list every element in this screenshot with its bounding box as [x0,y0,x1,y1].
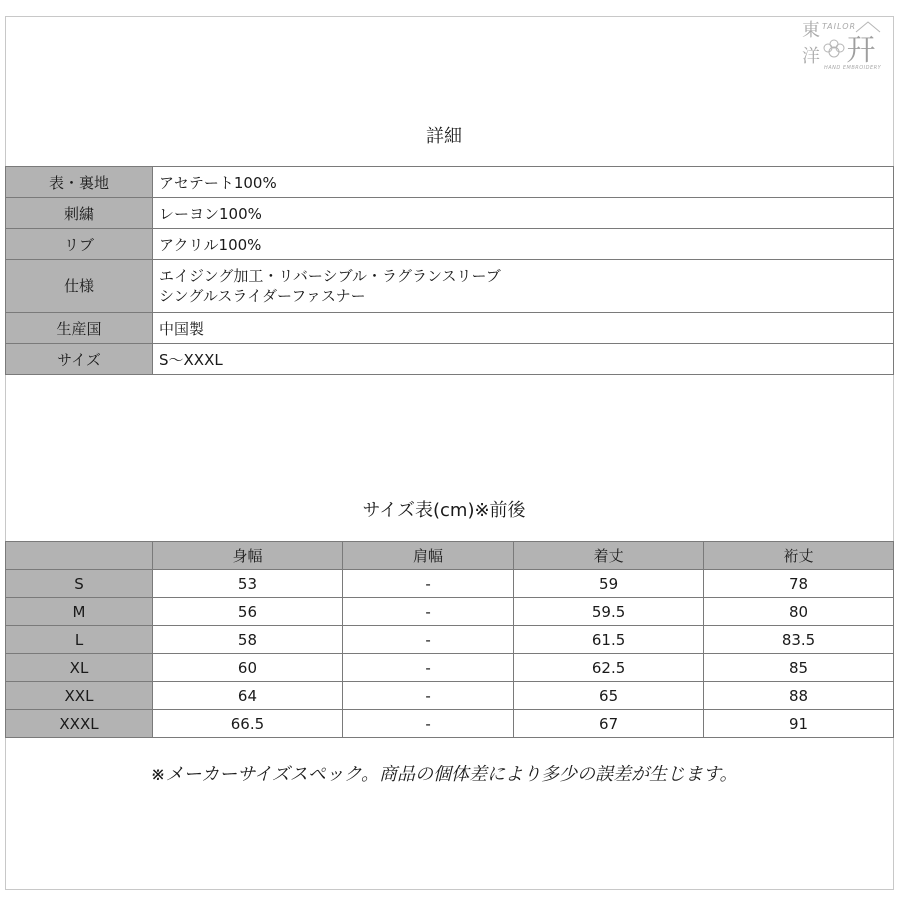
table-cell: 88 [704,682,894,710]
size-table [5,541,894,738]
details-row [6,198,894,229]
table-cell: 56 [153,598,343,626]
table-row [6,682,894,710]
details-title: 詳細 [426,126,462,147]
details-value: レーヨン100% [153,198,894,229]
details-table [5,166,894,375]
details-value: 中国製 [153,313,894,344]
table-cell: 91 [704,710,894,738]
size-table-header-row [6,542,894,570]
table-cell: 65 [514,682,704,710]
table-cell: - [342,682,513,710]
table-cell: 58 [153,626,343,654]
logo-text-bottom: HAND EMBROIDERY [824,65,882,71]
size-row-label: XXXL [6,710,153,738]
table-cell: 85 [704,654,894,682]
table-cell: 53 [153,570,343,598]
table-row [6,710,894,738]
size-row-label: M [6,598,153,626]
table-row [6,570,894,598]
size-header-yukitake: 裄丈 [704,542,894,570]
size-row-label: XL [6,654,153,682]
size-row-label: S [6,570,153,598]
details-label: 生産国 [6,313,153,344]
details-value: アセテート100% [153,167,894,198]
size-row-label: XXL [6,682,153,710]
logo-mark: 幵 [846,33,876,68]
table-cell: 67 [514,710,704,738]
table-row [6,598,894,626]
size-row-label: L [6,626,153,654]
details-value: アクリル100% [153,229,894,260]
details-value-line-2: シングルスライダーファスナー [159,287,366,305]
details-label: リブ [6,229,153,260]
details-label: サイズ [6,344,153,375]
table-cell: 78 [704,570,894,598]
details-row [6,313,894,344]
table-cell: 64 [153,682,343,710]
table-cell: - [342,598,513,626]
details-row [6,167,894,198]
table-cell: 83.5 [704,626,894,654]
details-row [6,344,894,375]
logo-kanji-top: 東 [802,20,820,41]
logo-text-top: TAILOR [822,22,857,31]
brand-logo [800,18,882,74]
table-cell: 62.5 [514,654,704,682]
table-cell: - [342,570,513,598]
table-cell: - [342,710,513,738]
table-cell: - [342,626,513,654]
table-cell: 61.5 [514,626,704,654]
table-cell: 59 [514,570,704,598]
details-value [153,260,894,313]
details-row [6,260,894,313]
details-label: 仕様 [6,260,153,313]
size-header-corner [6,542,153,570]
table-cell: - [342,654,513,682]
table-cell: 66.5 [153,710,343,738]
table-row [6,626,894,654]
size-table-title: サイズ表(cm)※前後 [362,500,526,521]
table-cell: 59.5 [514,598,704,626]
table-cell: 60 [153,654,343,682]
logo-kanji-bottom: 洋 [802,46,820,67]
details-value-line-1: エイジング加工・リバーシブル・ラグランスリーブ [159,267,501,285]
details-row [6,229,894,260]
details-label: 表・裏地 [6,167,153,198]
size-header-katahaba: 肩幅 [342,542,513,570]
details-label: 刺繍 [6,198,153,229]
table-cell: 80 [704,598,894,626]
details-value: S〜XXXL [153,344,894,375]
size-disclaimer-note: ※メーカーサイズスペック。商品の個体差により多少の誤差が生じます。 [150,764,738,785]
size-header-mihaba: 身幅 [153,542,343,570]
table-row [6,654,894,682]
size-header-kitake: 着丈 [514,542,704,570]
